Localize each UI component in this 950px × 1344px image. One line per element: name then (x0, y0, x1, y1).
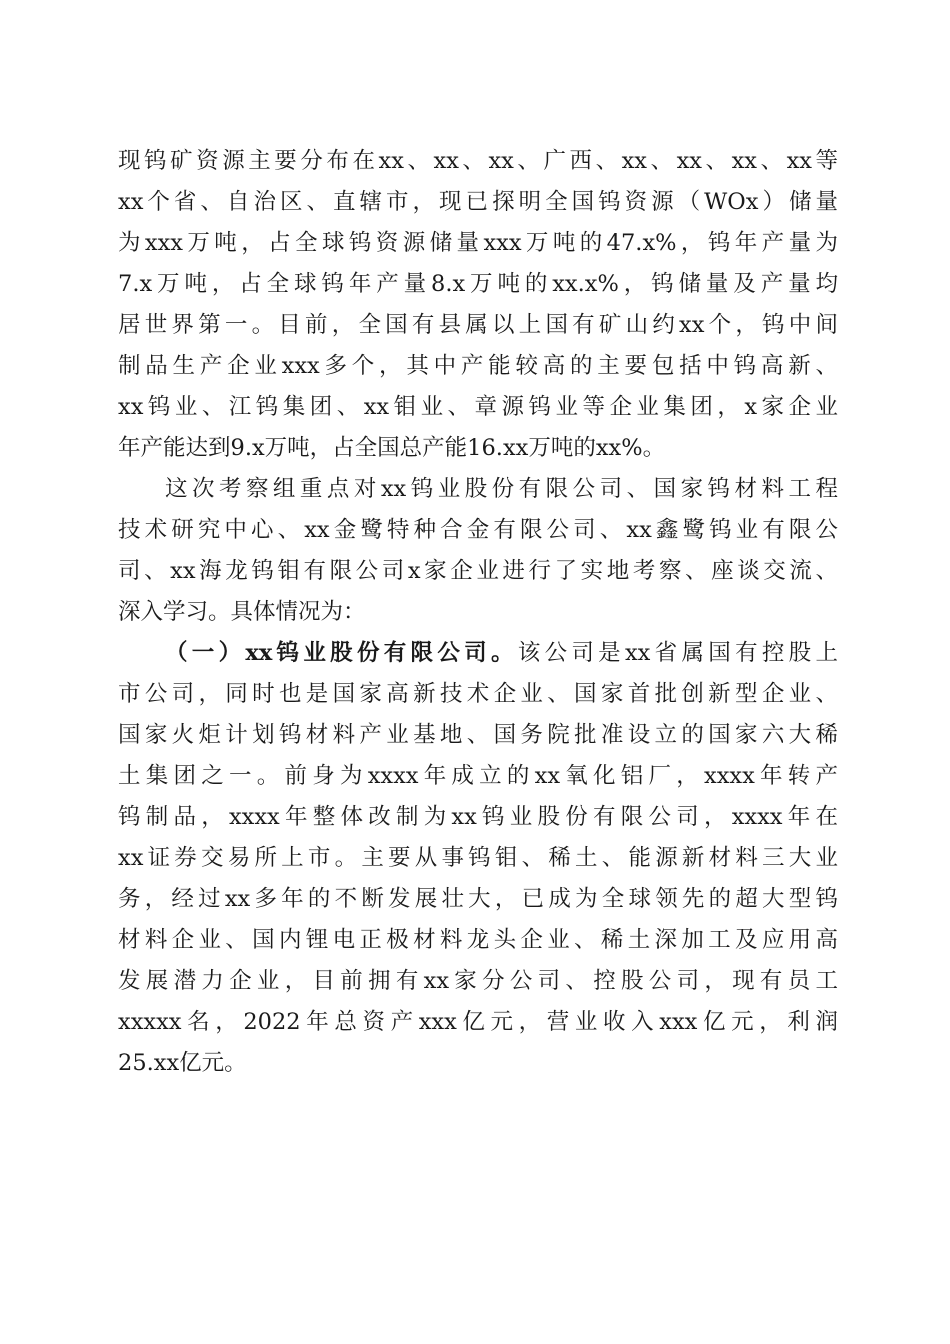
paragraph-3-line-2: 市公司，同时也是国家高新技术企业、国家首批创新型企业、 (118, 681, 838, 707)
paragraph-2-line-1: 这次考察组重点对xx钨业股份有限公司、国家钨材料工程 (165, 476, 838, 502)
paragraph-3-line-5: 钨制品，xxxx年整体改制为xx钨业股份有限公司，xxxx年在 (118, 804, 838, 830)
paragraph-3-line-3: 国家火炬计划钨材料产业基地、国务院批准设立的国家六大稀 (118, 722, 838, 748)
paragraph-1-line-4: 7.x万吨，占全球钨年产量8.x万吨的xx.x%，钨储量及产量均 (118, 271, 838, 297)
paragraph-3-line-10: xxxxx名，2022年总资产xxx亿元，营业收入xxx亿元，利润 (118, 1009, 838, 1035)
paragraph-1-line-7: xx钨业、江钨集团、xx钼业、章源钨业等企业集团，x家企业 (118, 394, 838, 420)
paragraph-3-line-8: 材料企业、国内锂电正极材料龙头企业、稀土深加工及应用高 (118, 927, 838, 953)
paragraph-1-line-6: 制品生产企业xxx多个，其中产能较高的主要包括中钨高新、 (118, 353, 838, 379)
paragraph-3-line-11: 25.xx亿元。 (118, 1050, 247, 1076)
paragraph-3-line-6: xx证券交易所上市。主要从事钨钼、稀土、能源新材料三大业 (118, 845, 838, 871)
paragraph-3-line-9: 发展潜力企业，目前拥有xx家分公司、控股公司，现有员工 (118, 968, 838, 994)
paragraph-3-line-1-rest: 该公司是xx省属国有控股上 (517, 640, 838, 666)
paragraph-3-line-7: 务，经过xx多年的不断发展壮大，已成为全球领先的超大型钨 (118, 886, 838, 912)
paragraph-1-line-2: xx个省、自治区、直辖市，现已探明全国钨资源（WOx）储量 (118, 189, 838, 215)
paragraph-2-line-3: 司、xx海龙钨钼有限公司x家企业进行了实地考察、座谈交流、 (118, 558, 838, 584)
paragraph-3-line-1 (118, 633, 838, 674)
paragraph-1-line-8: 年产能达到9.x万吨，占全国总产能16.xx万吨的xx%。 (118, 435, 666, 461)
paragraph-1-line-1: 现钨矿资源主要分布在xx、xx、xx、广西、xx、xx、xx、xx等 (118, 148, 838, 174)
section-heading: （一）xx钨业股份有限公司。 (165, 640, 518, 666)
paragraph-3-line-4: 土集团之一。前身为xxxx年成立的xx氧化铝厂，xxxx年转产 (118, 763, 838, 789)
paragraph-2-line-4: 深入学习。具体情况为： (118, 599, 366, 625)
paragraph-1-line-3: 为xxx万吨，占全球钨资源储量xxx万吨的47.x%，钨年产量为 (118, 230, 838, 256)
paragraph-2-line-2: 技术研究中心、xx金鹭特种合金有限公司、xx鑫鹭钨业有限公 (118, 517, 838, 543)
paragraph-1-line-5: 居世界第一。目前，全国有县属以上国有矿山约xx个，钨中间 (118, 312, 838, 338)
document-body (118, 141, 838, 1084)
